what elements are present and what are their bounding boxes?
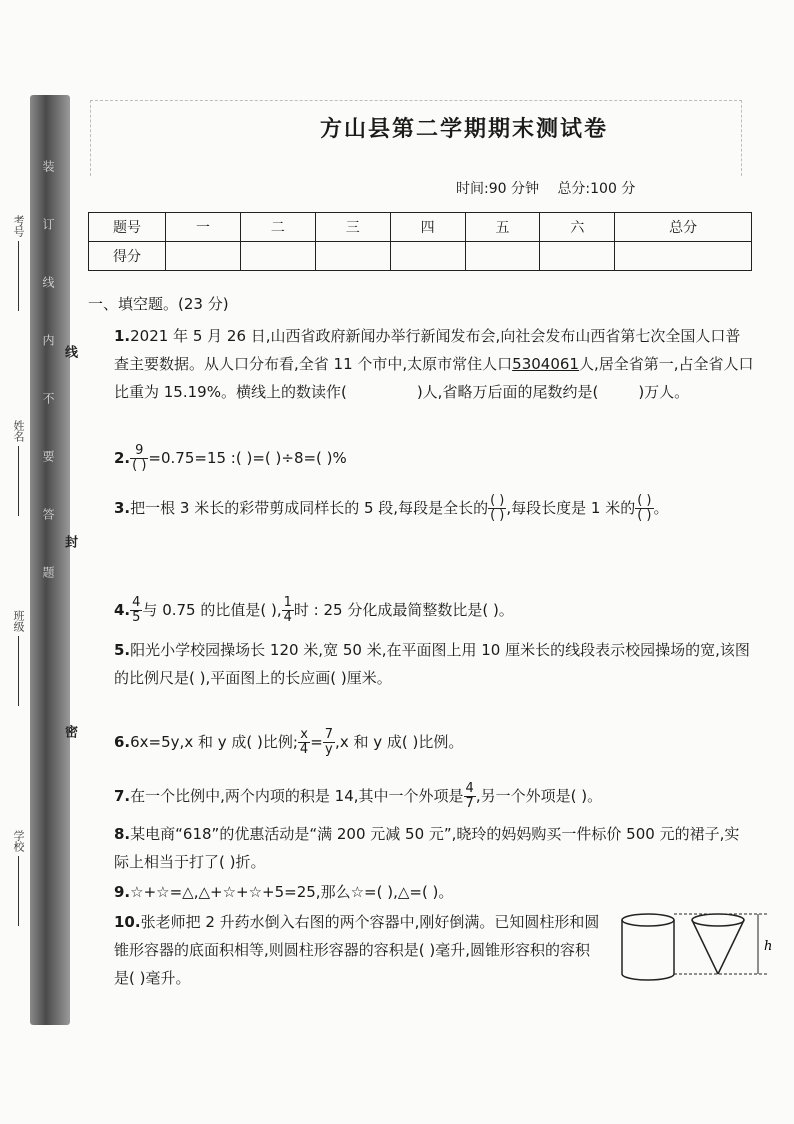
score-table-score-row [89, 242, 752, 271]
total-score-label: 总分:100 分 [557, 181, 636, 197]
question-text: 时 : 25 分化成最简整数比是( )。 [293, 601, 514, 619]
question-text: 2021 年 5 月 26 日,山西省政府新闻办举行新闻发布会,向社会发布山西省第七次全国人口普查主要数据。从人口分布看,全省 11 个市中,太原市常住人口 [114, 327, 741, 373]
question-text: 人,居全省第一,占全省人口比重为 15.19%。横线上的数读作( [114, 355, 754, 401]
question-text: )万人。 [638, 383, 690, 401]
section-title: 一、填空题。(23 分) [88, 295, 229, 313]
question-10 [114, 908, 604, 992]
equals-sign: = [310, 733, 323, 751]
score-table-header-row [89, 213, 752, 242]
question-text: 某电商“618”的优惠活动是“满 200 元减 50 元”,晓玲的妈妈购买一件标价 500 元的裙子,实际上相当于打了( )折。 [114, 825, 740, 871]
score-cell: 二 [240, 213, 315, 242]
fraction-blank[interactable]: $\frac{( )}{( )}$ [637, 493, 652, 523]
question-text: ,x 和 y 成( )比例。 [335, 733, 464, 751]
height-marker [674, 914, 768, 974]
underlined-number: 5304061 [512, 355, 579, 373]
score-cell: 六 [540, 213, 615, 242]
question-text: )人,省略万后面的尾数约是( [416, 383, 599, 401]
question-number: 3. [114, 499, 131, 517]
question-number: 10. [114, 913, 141, 931]
margin-seal-char: 密 [62, 725, 77, 738]
score-blank[interactable] [540, 242, 615, 271]
question-number: 8. [114, 825, 131, 843]
question-text: 。 [653, 499, 669, 517]
score-cell: 总分 [615, 213, 752, 242]
score-cell: 三 [315, 213, 390, 242]
question-number: 6. [114, 733, 131, 751]
cone-shape [692, 914, 744, 974]
question-number: 2. [114, 449, 131, 467]
fraction-blank[interactable]: $\frac{( )}{( )}$ [490, 493, 505, 523]
score-blank[interactable] [390, 242, 465, 271]
question-6 [114, 728, 754, 757]
question-4 [114, 596, 754, 625]
question-9 [114, 878, 754, 906]
question-text: 张老师把 2 升药水倒入右图的两个容器中,刚好倒满。已知圆柱形和圆锥形容器的底面积相等,则圆柱形容器的容积是( )毫升,圆锥形容积的容积是( )毫升。 [114, 913, 600, 987]
margin-field-exam-number: 考号 [10, 215, 26, 311]
page-title: 方山县第二学期期末测试卷 [320, 116, 609, 142]
score-cell: 四 [390, 213, 465, 242]
question-1 [114, 322, 754, 406]
score-cell: 得分 [89, 242, 166, 271]
question-text: 在一个比例中,两个内项的积是 14,其中一个外项是 [130, 787, 464, 805]
score-blank[interactable] [315, 242, 390, 271]
question-number: 7. [114, 787, 131, 805]
score-cell: 五 [465, 213, 540, 242]
question-number: 4. [114, 601, 131, 619]
cylinder-cone-figure [618, 910, 778, 990]
score-blank[interactable] [465, 242, 540, 271]
score-cell: 题号 [89, 213, 166, 242]
question-7 [114, 782, 754, 811]
question-5 [114, 636, 754, 692]
question-number: 1. [114, 327, 131, 345]
margin-field-name: 姓名 [10, 420, 26, 516]
score-blank[interactable] [166, 242, 241, 271]
exam-meta [456, 178, 649, 198]
question-2 [114, 444, 754, 473]
fraction: $\frac{4}{5}$ [132, 595, 141, 625]
fraction: $\frac{1}{4}$ [283, 595, 292, 625]
question-text: 把一根 3 米长的彩带剪成同样长的 5 段,每段是全长的 [130, 499, 489, 517]
question-number: 9. [114, 883, 131, 901]
margin-stripe-text: 装订线内不要答题 [41, 160, 55, 624]
score-blank[interactable] [615, 242, 752, 271]
margin-field-school: 学校 [10, 830, 26, 926]
question-text: 6x=5y,x 和 y 成( )比例; [130, 733, 298, 751]
question-3 [114, 494, 754, 523]
question-text: ,另一个外项是( )。 [475, 787, 603, 805]
score-blank[interactable] [240, 242, 315, 271]
fraction: $\frac{7}{y}$ [324, 727, 334, 757]
question-text: ☆+☆=△,△+☆+☆+5=25,那么☆=( ),△=( )。 [130, 883, 454, 901]
height-label: h [764, 939, 773, 954]
time-label: 时间:90 分钟 [456, 181, 539, 197]
score-table [88, 212, 752, 271]
cylinder-shape [622, 914, 674, 980]
question-text: 与 0.75 的比值是( ), [142, 601, 282, 619]
question-text: 阳光小学校园操场长 120 米,宽 50 米,在平面图上用 10 厘米长的线段表示校园操场的宽,该图的比例尺是( ),平面图上的长应画( )厘米。 [114, 641, 750, 687]
question-text: =0.75=15 :( )=( )÷8=( )% [148, 449, 347, 467]
fraction: $\frac{9}{( )}$ [132, 443, 147, 473]
fraction: $\frac{4}{7}$ [465, 781, 474, 811]
fraction: $\frac{x}{4}$ [299, 727, 309, 757]
margin-field-class: 班级 [10, 610, 26, 706]
margin-seal-char: 封 [62, 535, 77, 548]
question-number: 5. [114, 641, 131, 659]
question-text: ,每段长度是 1 米的 [506, 499, 636, 517]
margin-seal-char: 线 [62, 345, 77, 358]
score-cell: 一 [166, 213, 241, 242]
question-8 [114, 820, 754, 876]
